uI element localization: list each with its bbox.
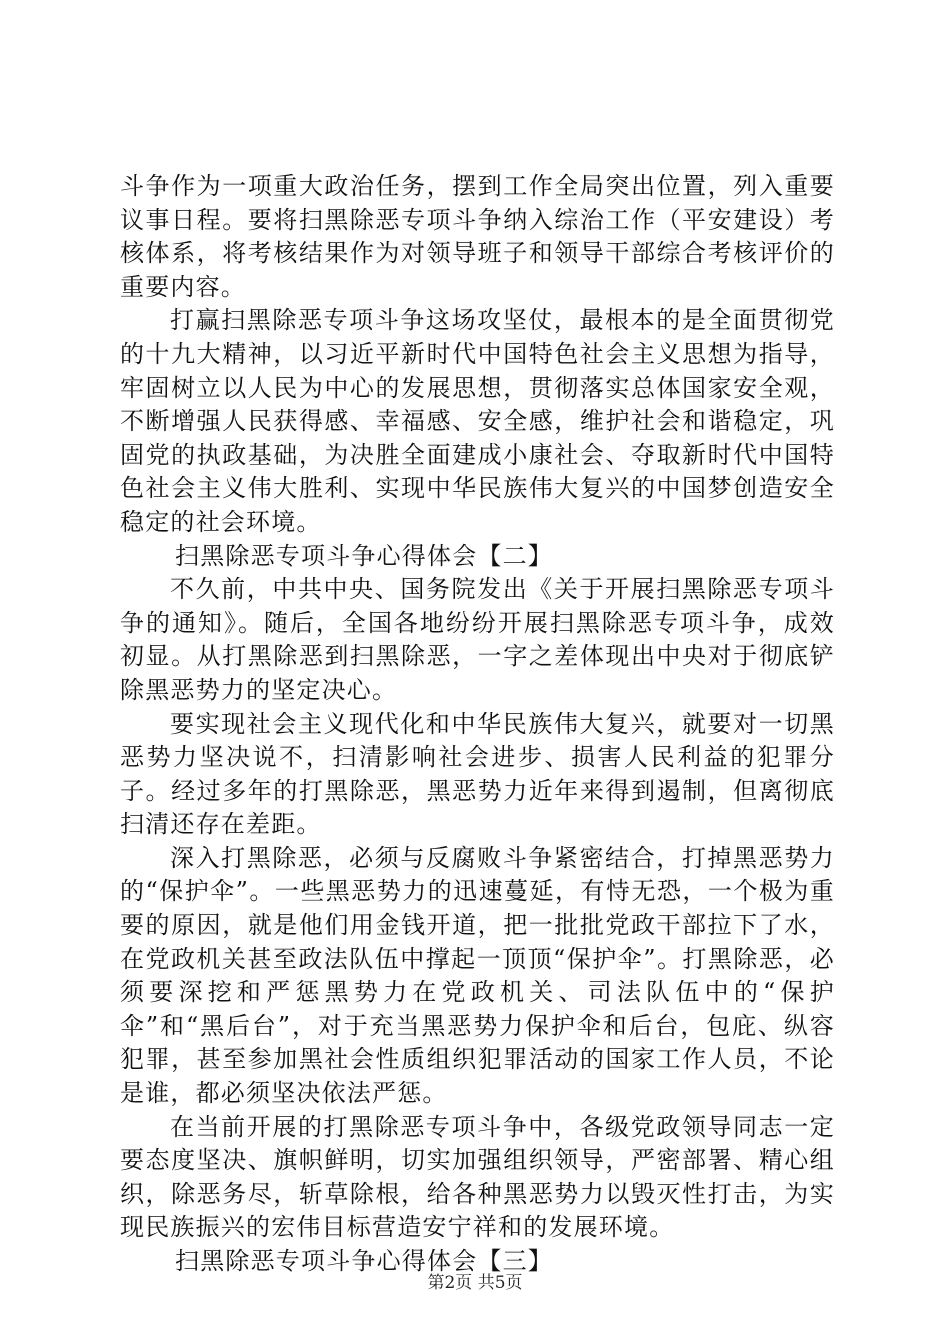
- paragraph: 要实现社会主义现代化和中华民族伟大复兴，就要对一切黑恶势力坚决说不，扫清影响社会进步、损害人民利益的犯罪分子。经过多年的打黑除恶，黑恶势力近年来得到遏制，但离彻底扫清还存在差距。: [120, 709, 835, 839]
- paragraph: 不久前，中共中央、国务院发出《关于开展扫黑除恶专项斗争的通知》。随后，全国各地纷纷开展扫黑除恶专项斗争，成效初显。从打黑除恶到扫黑除恶，一字之差体现出中央对于彻底铲除黑恶势力的坚定决心。: [120, 575, 835, 704]
- paragraph-continuation: 斗争作为一项重大政治任务，摆到工作全局突出位置，列入重要议事日程。要将扫黑除恶专项斗争纳入综治工作（平安建设）考核体系，将考核结果作为对领导班子和领导干部综合考核评价的重要内容。: [120, 172, 835, 301]
- paragraph: 在当前开展的打黑除恶专项斗争中，各级党政领导同志一定要态度坚决、旗帜鲜明，切实加强组织领导，严密部署、精心组织，除恶务尽，斩草除根，给各种黑恶势力以毁灭性打击，为实现民族振兴的宏伟目标营造安宁祥和的发展环境。: [120, 1112, 835, 1242]
- page-number: 第2页 共5页: [427, 1273, 523, 1293]
- section-heading: 扫黑除恶专项斗争心得体会【三】: [175, 1247, 553, 1275]
- paragraph: 深入打黑除恶，必须与反腐败斗争紧密结合，打掉黑恶势力的“保护伞”。一些黑恶势力的迅速蔓延，有恃无恐，一个极为重要的原因，就是他们用金钱开道，把一批批党政干部拉下了水，在党政机关甚至政法队伍中撑起一顶顶“保护伞”。打黑除恶，必须要深挖和严惩黑势力在党政机关、司法队伍中的“保护伞”和“黑后台”，对于充当黑恶势力保护伞和后台，包庇、纵容犯罪，甚至参加黑社会性质组织犯罪活动的国家工作人员，不论是谁，都必须坚决依法严惩。: [120, 843, 835, 1108]
- page-footer: [0, 1268, 950, 1293]
- section-heading: 扫黑除恶专项斗争心得体会【二】: [175, 541, 553, 570]
- paragraph: 打赢扫黑除恶专项斗争这场攻坚仗，最根本的是全面贯彻党的十九大精神，以习近平新时代中国特色社会主义思想为指导，牢固树立以人民为中心的发展思想，贯彻落实总体国家安全观，不断增强人民获得感、幸福感、安全感，维护社会和谐稳定，巩固党的执政基础，为决胜全面建成小康社会、夺取新时代中国特色社会主义伟大胜利、实现中华民族伟大复兴的中国梦创造安全稳定的社会环境。: [120, 306, 835, 536]
- document-body: [120, 170, 835, 1279]
